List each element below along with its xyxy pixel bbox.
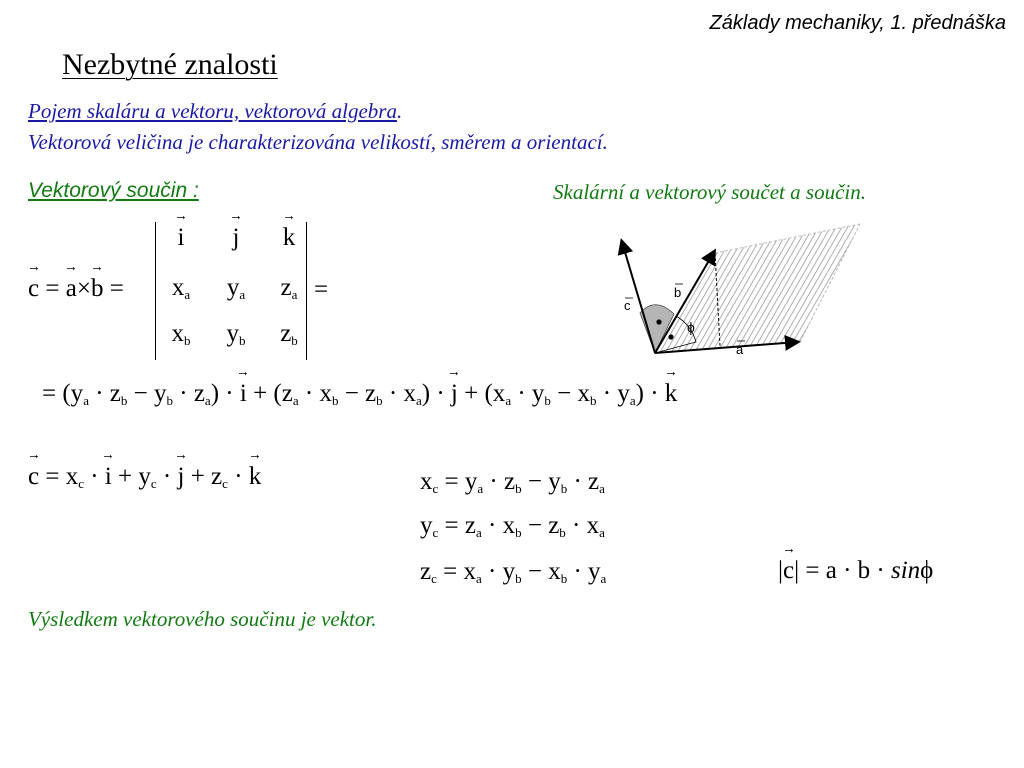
det-k: → k <box>283 224 296 252</box>
intro-link[interactable]: Pojem skaláru a vektoru, vektorová algebra <box>28 99 397 123</box>
parallelogram-area <box>655 224 860 353</box>
det-i: → i <box>178 224 185 252</box>
det-zb: $z_b$ <box>280 320 298 348</box>
yc-formula: $y_c = z_a \cdot x_b - z_b \cdot x_a$ <box>420 512 605 540</box>
expansion-formula: = $(y_a \cdot z_b - y_b \cdot z_a)$ · → $i + (z_a \cdot x_b - z_b \cdot x_a)$ · → $j + (x_a \cdot y_b - x_b \cdot y_a)$ · → k <box>42 380 677 409</box>
section-label-cross-product: Vektorový součin : <box>28 179 199 202</box>
magnitude-formula: |→ c| = a · b · sinϕ <box>778 557 933 585</box>
cross-product-figure <box>610 218 870 363</box>
slide-title: Nezbytné znalosti <box>62 48 278 81</box>
intro-line-2: Vektorová veličina je charakterizována velikostí, směrem a orientací. <box>28 130 608 154</box>
course-header: Základy mechaniky, 1. přednáška <box>709 12 1006 34</box>
definition-lhs: → c = → a×→ b = <box>28 275 124 303</box>
conclusion-text: Výsledkem vektorového součinu je vektor. <box>28 607 377 631</box>
label-c: c <box>624 298 631 313</box>
det-za: $z_a$ <box>280 274 298 302</box>
det-ya: $y_a$ <box>226 274 246 302</box>
side-note: Skalární a vektorový součet a součin. <box>553 180 866 204</box>
intro-line-1 <box>28 99 402 124</box>
zc-formula: $z_c = x_a \cdot y_b - x_b \cdot y_a$ <box>420 558 607 586</box>
label-phi: ϕ <box>687 319 695 335</box>
intro-period: . <box>396 99 403 123</box>
det-xa: $x_a$ <box>171 274 191 302</box>
label-b: b <box>674 285 682 300</box>
angle-dot-2 <box>668 334 673 339</box>
angle-dot-1 <box>656 319 661 324</box>
determinant-trailing-equals: = <box>314 276 329 303</box>
det-yb: $y_b$ <box>226 320 246 348</box>
xc-formula: $x_c = y_a \cdot z_b - y_b \cdot z_a$ <box>420 468 605 496</box>
determinant-matrix <box>155 222 307 360</box>
det-xb: $x_b$ <box>171 320 191 348</box>
label-a: a <box>736 342 744 357</box>
det-j: → j <box>233 224 240 252</box>
components-sum-formula: → $c = x_c$ · → $i + y_c$ · → $j + z_c$ · → k <box>28 463 261 492</box>
